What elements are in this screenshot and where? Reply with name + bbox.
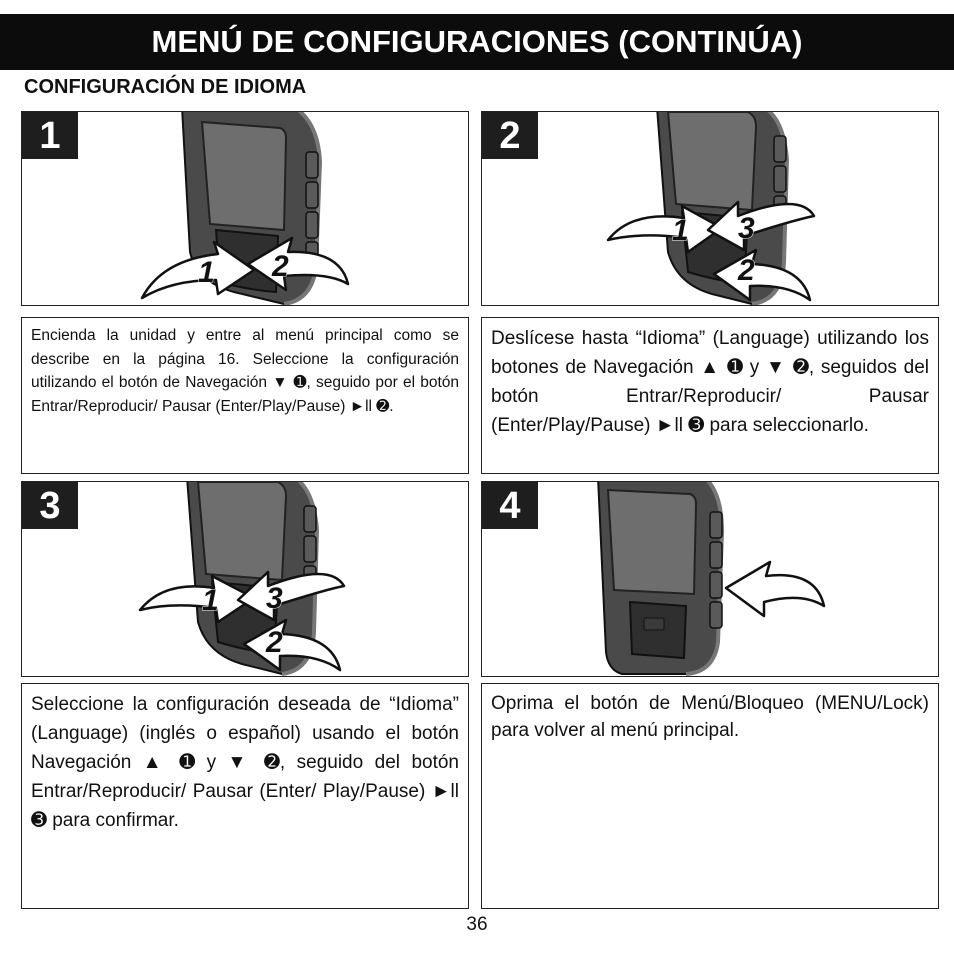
step-1-illustration: [21, 111, 469, 306]
player-device-illustration: [22, 482, 469, 677]
page-number: 36: [466, 914, 488, 935]
arrow-label: 3: [266, 582, 283, 615]
arrow-label: 1: [202, 584, 219, 617]
page-title: MENÚ DE CONFIGURACIONES (CONTINÚA): [151, 24, 803, 59]
arrow-icon: [726, 562, 824, 616]
step-1-number: 1: [22, 112, 78, 159]
arrow-label: 3: [738, 212, 755, 245]
player-device-illustration: [22, 112, 469, 306]
step-4-illustration: [481, 481, 939, 677]
step-4-instructions: Oprima el botón de Menú/Bloqueo (MENU/Lock) para volver al menú principal.: [481, 683, 939, 909]
step-2-illustration: [481, 111, 939, 306]
step-3-illustration: [21, 481, 469, 677]
arrow-label: 2: [266, 626, 283, 659]
section-title: CONFIGURACIÓN DE IDIOMA: [24, 76, 307, 98]
arrow-label: 1: [198, 256, 215, 289]
step-3-instructions: Seleccione la configuración deseada de “Idioma” (Language) (inglés o español) usando el botón Navegación ▲ ➊ y ▼ ➋, seguido del botón Entrar/Reproducir/ Pausar (Enter/ Play/Pause) ►ll ➌ para confirmar.: [21, 683, 469, 909]
step-1-instructions: Encienda la unidad y entre al menú principal como se describe en la página 16. Seleccione la configuración utilizando el botón de Navegación ▼ ➊, seguido por el botón Entrar/Reproducir/ Pausar (Enter/Play/Pause) ►ll ➋.: [21, 317, 469, 474]
player-device-illustration: [482, 482, 939, 677]
step-3-number: 3: [22, 482, 78, 529]
arrow-label: 2: [272, 250, 289, 283]
arrow-label: 1: [672, 214, 689, 247]
step-4-number: 4: [482, 482, 538, 529]
player-device-illustration: [482, 112, 939, 306]
step-2-number: 2: [482, 112, 538, 159]
step-2-instructions: Deslícese hasta “Idioma” (Language) utilizando los botones de Navegación ▲ ➊ y ▼ ➋, seguidos del botón Entrar/Reproducir/ Pausar (Enter/Play/Pause) ►ll ➌ para seleccionarlo.: [481, 317, 939, 474]
arrow-label: 2: [738, 254, 755, 287]
page-title-banner: [0, 14, 954, 70]
